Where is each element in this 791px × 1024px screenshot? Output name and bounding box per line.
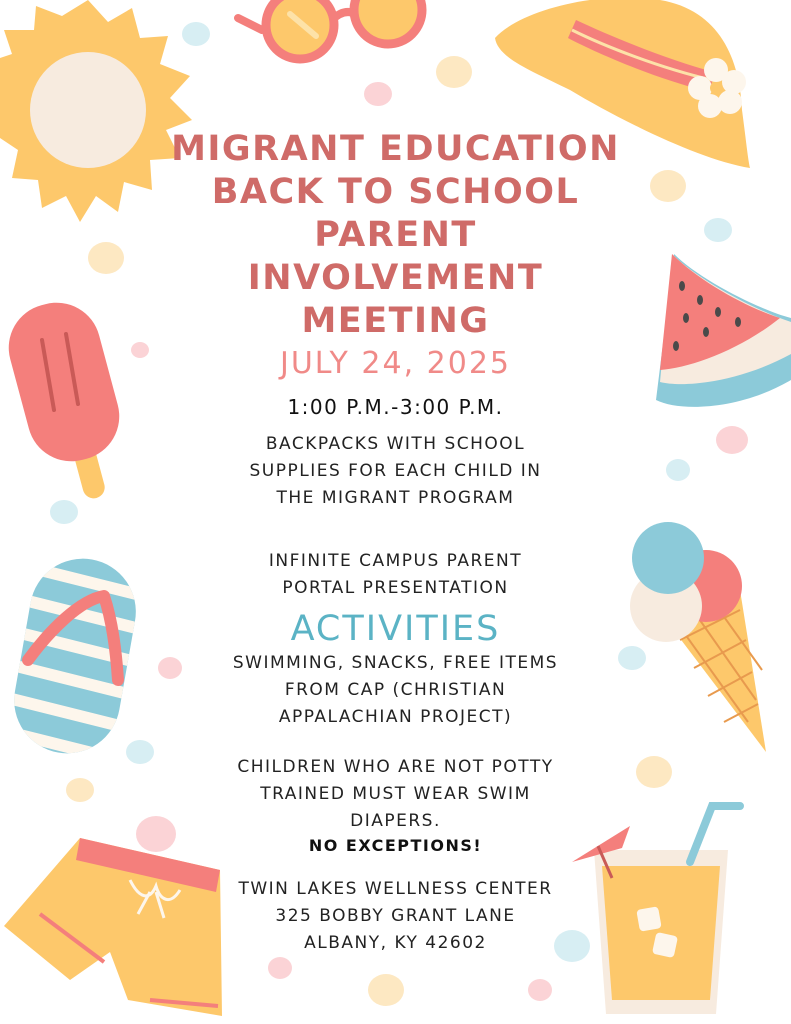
text-line: FROM CAP (CHRISTIAN xyxy=(284,680,507,700)
title-line: INVOLVEMENT xyxy=(247,258,544,298)
text-line: APPALACHIAN PROJECT) xyxy=(278,707,513,727)
sunglasses-icon xyxy=(238,0,422,59)
activities-heading: ACTIVITIES xyxy=(290,609,501,649)
meeting-time: 1:00 P.M.-3:00 P.M. xyxy=(287,395,504,419)
title-line: MIGRANT EDUCATION xyxy=(171,129,620,169)
portal-info xyxy=(0,548,791,602)
activities-list xyxy=(0,650,791,731)
text-line: TRAINED MUST WEAR SWIM xyxy=(260,784,531,804)
backpacks-info xyxy=(0,431,791,512)
potty-notice xyxy=(0,754,791,835)
text-line: BACKPACKS WITH SCHOOL xyxy=(265,434,526,454)
address-line: ALBANY, KY 42602 xyxy=(304,933,487,953)
text-line: DIAPERS. xyxy=(350,811,441,831)
text-line: PORTAL PRESENTATION xyxy=(282,578,509,598)
address-block xyxy=(0,876,791,957)
title-line: MEETING xyxy=(301,301,490,341)
text-line: SUPPLIES FOR EACH CHILD IN xyxy=(249,461,542,481)
address-line: TWIN LAKES WELLNESS CENTER xyxy=(238,879,553,899)
text-line: CHILDREN WHO ARE NOT POTTY xyxy=(237,757,554,777)
title-line: PARENT xyxy=(314,215,477,255)
text-line: THE MIGRANT PROGRAM xyxy=(276,488,515,508)
address-line: 325 BOBBY GRANT LANE xyxy=(275,906,516,926)
text-line: INFINITE CAMPUS PARENT xyxy=(268,551,523,571)
text-line: SWIMMING, SNACKS, FREE ITEMS xyxy=(232,653,559,673)
no-exceptions-notice: NO EXCEPTIONS! xyxy=(308,836,483,855)
meeting-title xyxy=(0,128,791,343)
meeting-date: JULY 24, 2025 xyxy=(280,346,511,381)
title-line: BACK TO SCHOOL xyxy=(211,172,580,212)
